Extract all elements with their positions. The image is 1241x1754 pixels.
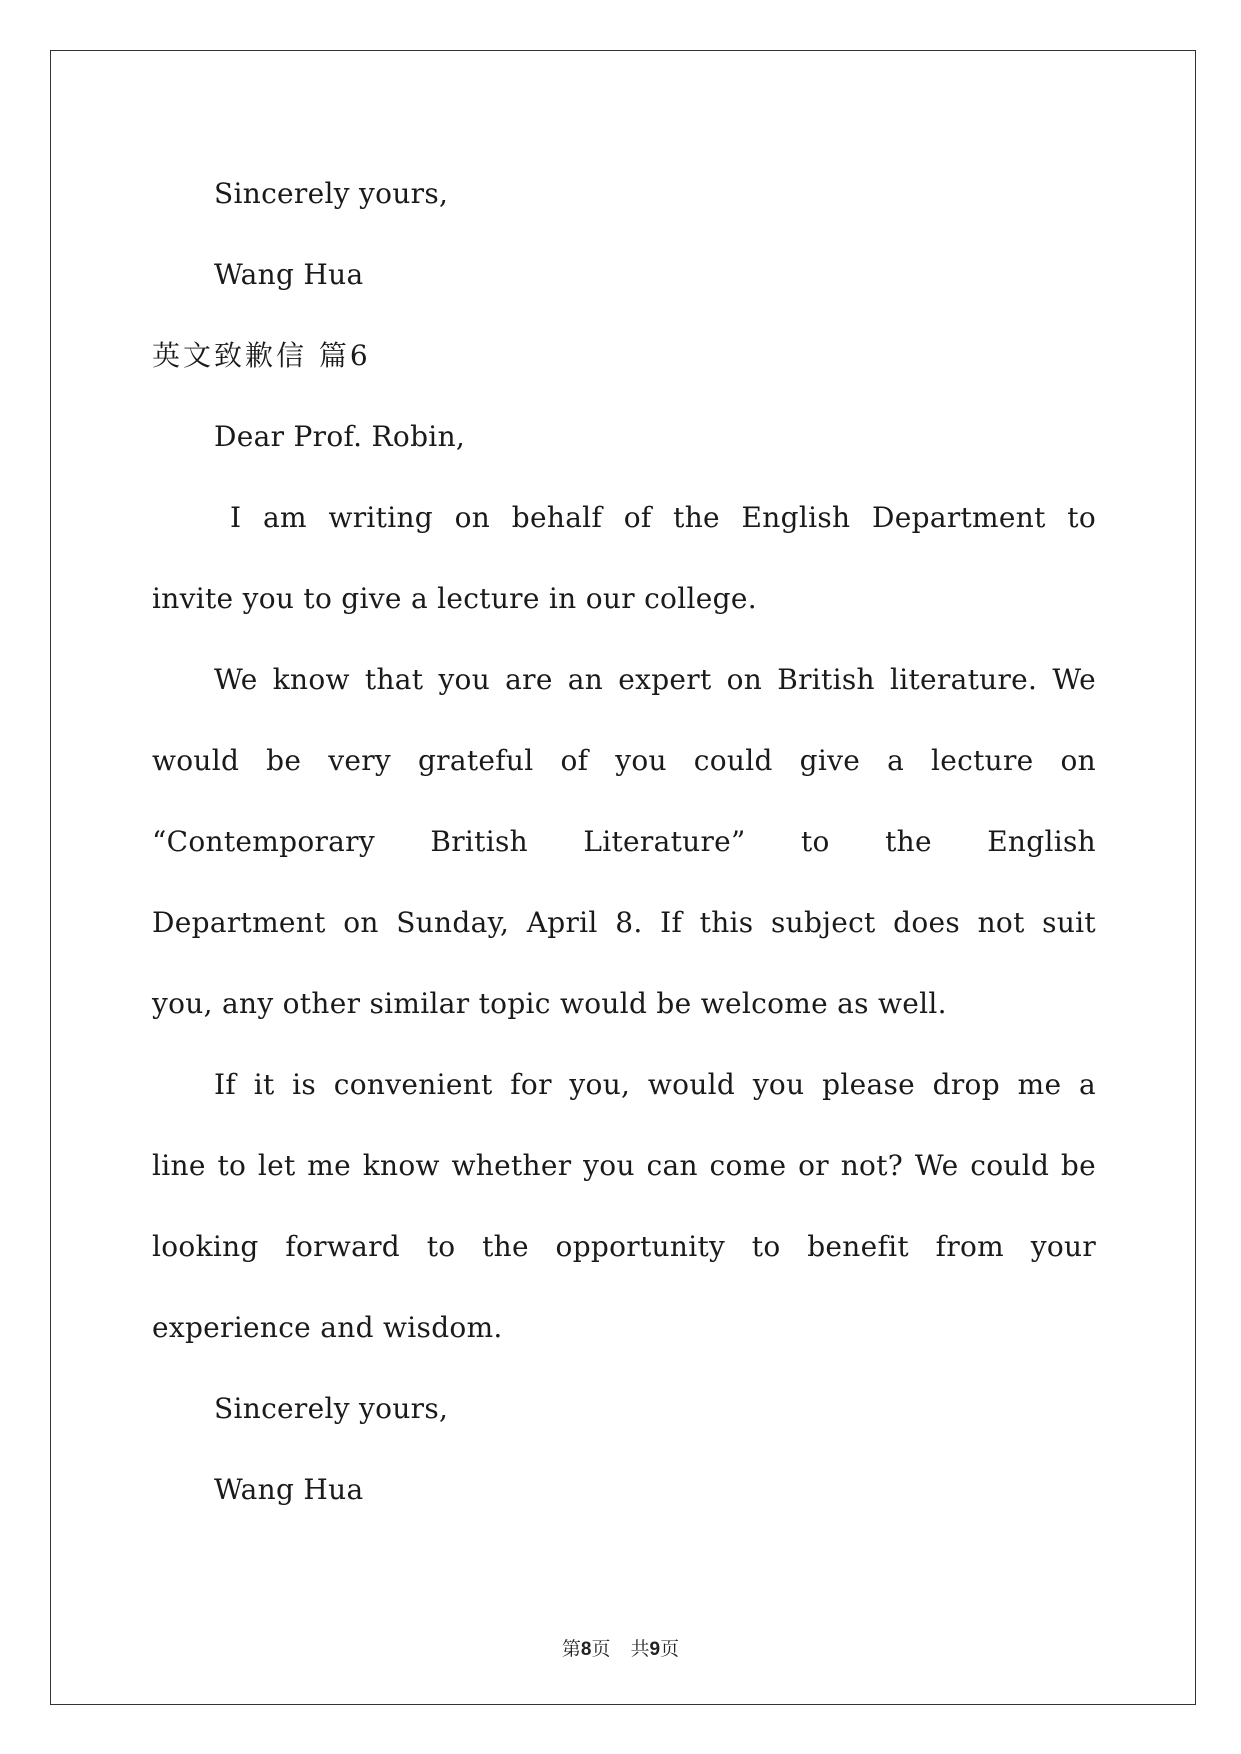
closing-line: Sincerely yours,: [214, 1392, 449, 1425]
footer-prefix: 第: [561, 1638, 581, 1660]
signature-line: Wang Hua: [214, 258, 364, 291]
paragraph-2-line-5: you, any other similar topic would be welcome as well.: [152, 987, 947, 1020]
paragraph-2-line-2: would be very grateful of you could give a lecture on: [152, 744, 1096, 777]
footer-total-suffix: 页: [660, 1638, 680, 1660]
paragraph-1-line-2: invite you to give a lecture in our college.: [152, 582, 757, 615]
paragraph-3-line-4: experience and wisdom.: [152, 1311, 503, 1344]
paragraph-1-line-1: I am writing on behalf of the English Department to: [230, 501, 1096, 534]
signature-line: Wang Hua: [214, 1473, 364, 1506]
paragraph-3-line-2: line to let me know whether you can come or not? We could be: [152, 1149, 1096, 1182]
paragraph-2-line-1: We know that you are an expert on British literature. We: [214, 663, 1096, 696]
total-page-number: 9: [649, 1639, 661, 1660]
current-page-number: 8: [580, 1639, 592, 1660]
paragraph-3-line-1: If it is convenient for you, would you please drop me a: [214, 1068, 1096, 1101]
footer-page-suffix: 页: [591, 1638, 611, 1660]
closing-line: Sincerely yours,: [214, 177, 449, 210]
page-border: [50, 50, 1196, 1705]
section-heading: 英文致歉信 篇6: [152, 339, 371, 372]
salutation-line: Dear Prof. Robin,: [214, 420, 466, 453]
page-number-footer: [0, 1634, 1241, 1661]
paragraph-2-line-4: Department on Sunday, April 8. If this subject does not suit: [152, 906, 1096, 939]
paragraph-3-line-3: looking forward to the opportunity to benefit from your: [152, 1230, 1096, 1263]
footer-total-prefix: 共: [630, 1638, 650, 1660]
paragraph-2-line-3: “Contemporary British Literature” to the English: [152, 825, 1096, 858]
